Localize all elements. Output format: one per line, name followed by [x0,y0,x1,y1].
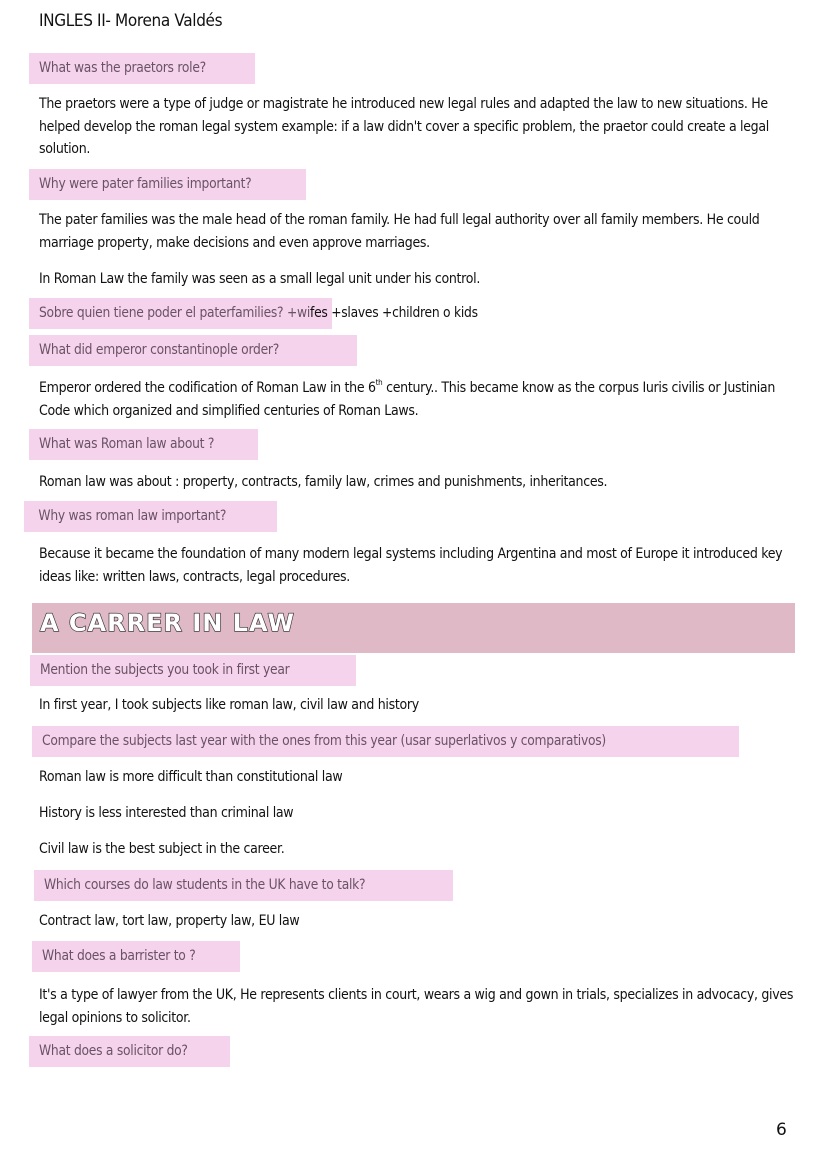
question-text: Which courses do law students in the UK have to talk? [44,877,366,893]
answer-text: It's a type of lawyer from the UK, He represents clients in court, wears a wig and gown in trials, specializes in advocacy, gives legal opinions to solicitor. [39,987,794,1026]
answer-emperor-order [39,377,799,422]
answer-text: In Roman Law the family was seen as a small legal unit under his control. [39,271,481,287]
answer-text: In first year, I took subjects like roman law, civil law and history [39,697,419,713]
question-text: What does a solicitor do? [39,1043,188,1059]
ordinal-superscript: th [375,378,383,387]
question-emperor-order [29,335,357,366]
answer-compare-1 [39,766,799,789]
question-compare-subjects [32,726,739,757]
question-text [39,298,478,329]
question-text: Compare the subjects last year with the ones from this year (usar superlativos y comparativos) [42,733,606,749]
question-barrister [32,941,240,972]
question-first-year-subjects [30,655,356,686]
answer-pater-families [39,209,799,254]
section-heading-band [32,603,795,653]
answer-praetors-role [39,93,799,161]
question-text: Mention the subjects you took in first year [40,662,290,678]
answer-first-year-subjects [39,694,799,717]
answer-roman-law-about [39,471,799,494]
question-text: Why were pater families important? [39,176,252,192]
question-text: What does a barrister to ? [42,948,196,964]
answer-uk-courses [39,910,799,933]
question-text: What was the praetors role? [39,60,206,76]
answer-compare-3 [39,838,799,861]
answer-text: History is less interested than criminal law [39,805,294,821]
answer-text: Because it became the foundation of many modern legal systems including Argentina and most of Europe it introduced key ideas like: written laws, contracts, legal procedures. [39,546,783,585]
question-roman-law-important [24,501,277,532]
answer-text [39,377,798,422]
answer-text: The pater families was the male head of the roman family. He had full legal authority over all family members. He could marriage property, make decisions and even approve marriages. [39,212,760,251]
answer-text-pre: Emperor ordered the codification of Roman Law in the 6 [39,380,376,396]
question-highlighted-part: Sobre quien tiene poder el paterfamilies? +wi [39,305,311,321]
question-roman-law-about [29,429,258,460]
question-text: What was Roman law about ? [39,436,215,452]
answer-text: Civil law is the best subject in the career. [39,841,285,857]
question-uk-courses [34,870,453,901]
page-number: 6 [776,1120,787,1140]
answer-text: The praetors were a type of judge or magistrate he introduced new legal rules and adapted the law to new situations. He helped develop the roman legal system example: if a law didn't cover a specific problem, the praetor could create a legal solution. [39,96,769,157]
question-praetors-role [29,53,255,84]
question-pater-families [29,169,306,200]
answer-barrister [39,984,799,1029]
section-heading: A CARRER IN LAW [40,609,295,637]
answer-text: Roman law is more difficult than constitutional law [39,769,343,785]
question-text: What did emperor constantinople order? [39,342,279,358]
answer-text: Roman law was about : property, contracts, family law, crimes and punishments, inheritances. [39,474,608,490]
answer-roman-law-important [39,543,799,588]
question-text: Why was roman law important? [38,508,227,524]
answer-compare-2 [39,802,799,825]
page-title: INGLES II- Morena Valdés [39,11,223,31]
question-solicitor [29,1036,230,1067]
answer-text: Contract law, tort law, property law, EU law [39,913,300,929]
answer-inline: fes +slaves +children o kids [310,305,478,321]
question-paterfamilies-power [29,298,478,329]
answer-text-post: century.. This became know as the corpus Iuris civilis or Justinian Code which organized and simplified centuries of Roman Laws. [39,380,776,419]
answer-pater-families-extra [39,268,799,291]
